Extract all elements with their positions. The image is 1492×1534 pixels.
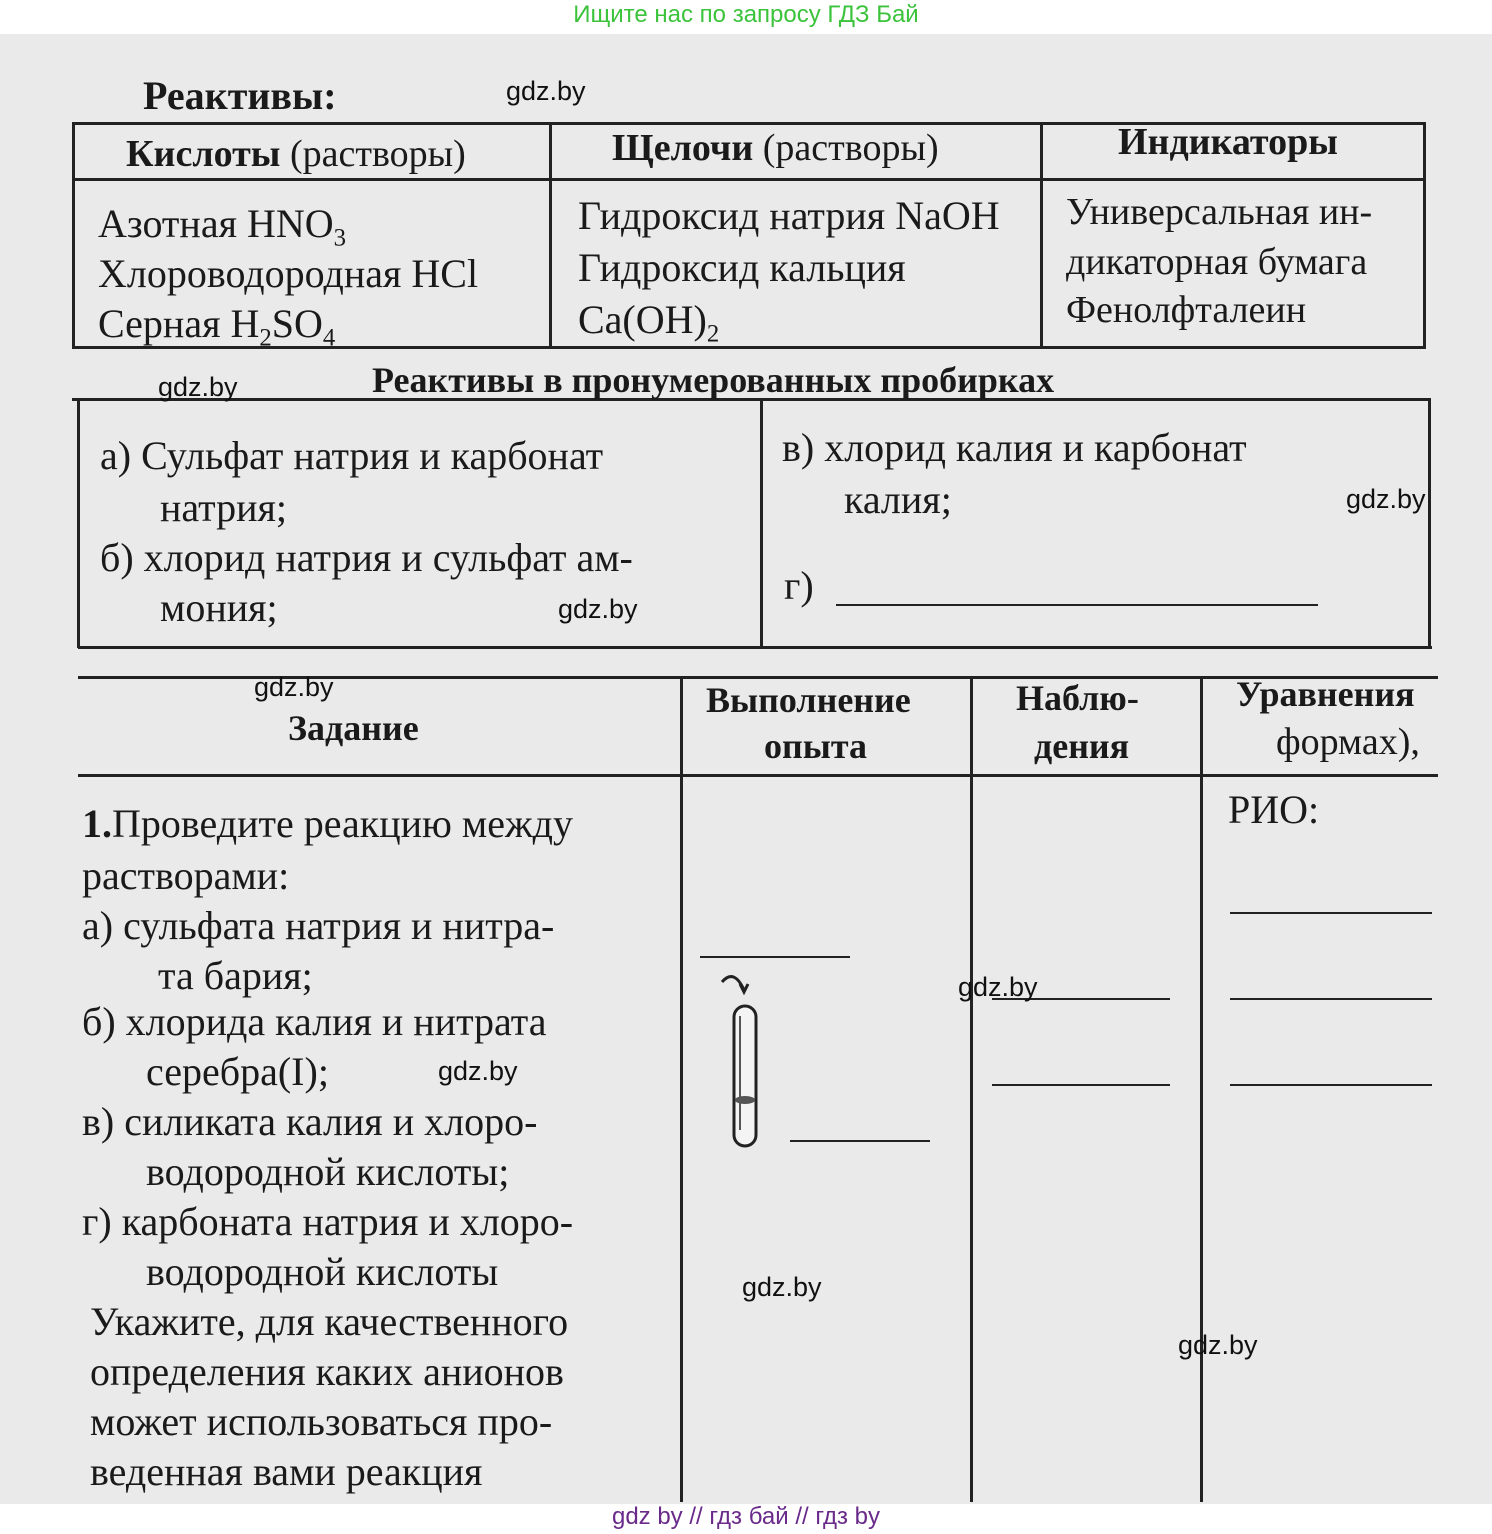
task-line-5: б) хлорида калия и нитрата [82,999,547,1044]
tube-v-line1: в) хлорид калия и карбонат [782,425,1247,470]
task-col-divider-2 [970,676,973,1502]
task-line-2: растворами: [82,853,290,898]
indicator-universal-2: дикаторная бумага [1066,241,1368,283]
watermark-4: gdz.by [558,594,638,624]
task-line-3: а) сульфата натрия и нитра- [82,903,555,948]
task-header-eq-1: Уравнения [1236,674,1415,714]
table-border-right-lower [1428,398,1431,648]
numbered-tubes-title: Реактивы в пронумерованных пробирках [372,360,1055,400]
task-col-divider-1 [680,676,683,1502]
watermark-2: gdz.by [158,372,238,402]
task-line-14: веденная вами реакция [90,1449,483,1494]
exec-answer-line-1[interactable] [700,956,850,958]
watermark-1: gdz.by [506,76,586,106]
task-line-6: серебра(I); [146,1049,329,1094]
table-col-divider-1 [549,122,552,348]
reagents-title: Реактивы: [143,73,337,118]
task-header-exec-1: Выполнение [706,680,911,720]
numbered-col-divider [760,398,763,648]
task-line-8: водородной кислоты; [146,1149,510,1194]
watermark-5: gdz.by [254,672,334,702]
tube-b-line2: мония; [160,585,278,630]
acid-hydrochloric: Хлороводородная HCl [98,251,479,296]
bottom-banner[interactable]: gdz by // гдз бай // гдз by [611,1503,881,1530]
task-line-1: 1.Проведите реакцию между [82,801,573,846]
table-border-bottom [78,646,1432,649]
task-line-13: может использоваться про- [90,1399,553,1444]
tube-a-line2: натрия; [160,485,288,530]
tube-g-label: г) [784,563,814,608]
indicator-phenolphthalein: Фенолфталеин [1066,289,1307,331]
task-line-9: г) карбоната натрия и хлоро- [82,1199,574,1244]
task-col-divider-3 [1200,676,1203,1502]
tube-v-line2: калия; [844,477,952,522]
eq-answer-line-2[interactable] [1230,998,1432,1000]
acid-nitric: Азотная $HNO_3$ [98,201,347,252]
tube-a-line1: а) Сульфат натрия и карбонат [100,433,604,478]
exec-answer-line-2[interactable] [790,1140,930,1142]
watermark-7: gdz.by [438,1056,518,1086]
top-banner[interactable]: Ищите нас по запросу ГДЗ Бай [573,1,919,28]
col-header-alkalis: Щелочи (растворы) [612,127,939,169]
task-header-exec-2: опыта [764,726,867,766]
col-header-indicators: Индикаторы [1118,121,1338,163]
table-border-right [1423,122,1426,348]
task-header-obs-2: дения [1034,726,1130,766]
alkali-sodium-hydroxide: Гидроксид натрия NaOH [578,193,1000,238]
task-line-4: та бария; [158,953,313,998]
table-border-left-lower [77,398,80,648]
watermark-6: gdz.by [958,972,1038,1002]
task-header-task: Задание [288,708,419,748]
task-header-eq-3: РИО: [1228,787,1320,832]
task-line-10: водородной кислоты [146,1249,499,1294]
test-tube-icon [700,960,780,1160]
eq-answer-line-3[interactable] [1230,1084,1432,1086]
eq-answer-line-1[interactable] [1230,912,1432,914]
watermark-8: gdz.by [742,1272,822,1302]
alkali-calcium-hydroxide: Гидроксид кальция [578,245,906,290]
acid-sulfuric: Серная $H_2SO_4$ [98,301,336,352]
obs-answer-line-2[interactable] [992,1084,1170,1086]
task-line-12: определения каких анионов [90,1349,564,1394]
watermark-3: gdz.by [1346,484,1426,514]
tube-b-line1: б) хлорид натрия и сульфат ам- [100,535,633,580]
task-header-obs-1: Наблю- [1016,678,1139,718]
tube-g-answer-line[interactable] [836,604,1318,606]
col-header-acids: Кислоты (растворы) [126,133,466,175]
task-header-eq-2: формах), [1276,721,1420,763]
watermark-9: gdz.by [1178,1330,1258,1360]
table-col-divider-2 [1040,122,1043,348]
task-table-header-bottom [78,774,1438,777]
task-line-11: Укажите, для качественного [90,1299,569,1344]
indicator-universal-1: Универсальная ин- [1066,191,1373,233]
table-header-divider [72,178,1426,181]
table-border-left [72,122,75,348]
alkali-calcium-formula: $Ca(OH)_2$ [578,297,720,348]
task-line-7: в) силиката калия и хлоро- [82,1099,538,1144]
